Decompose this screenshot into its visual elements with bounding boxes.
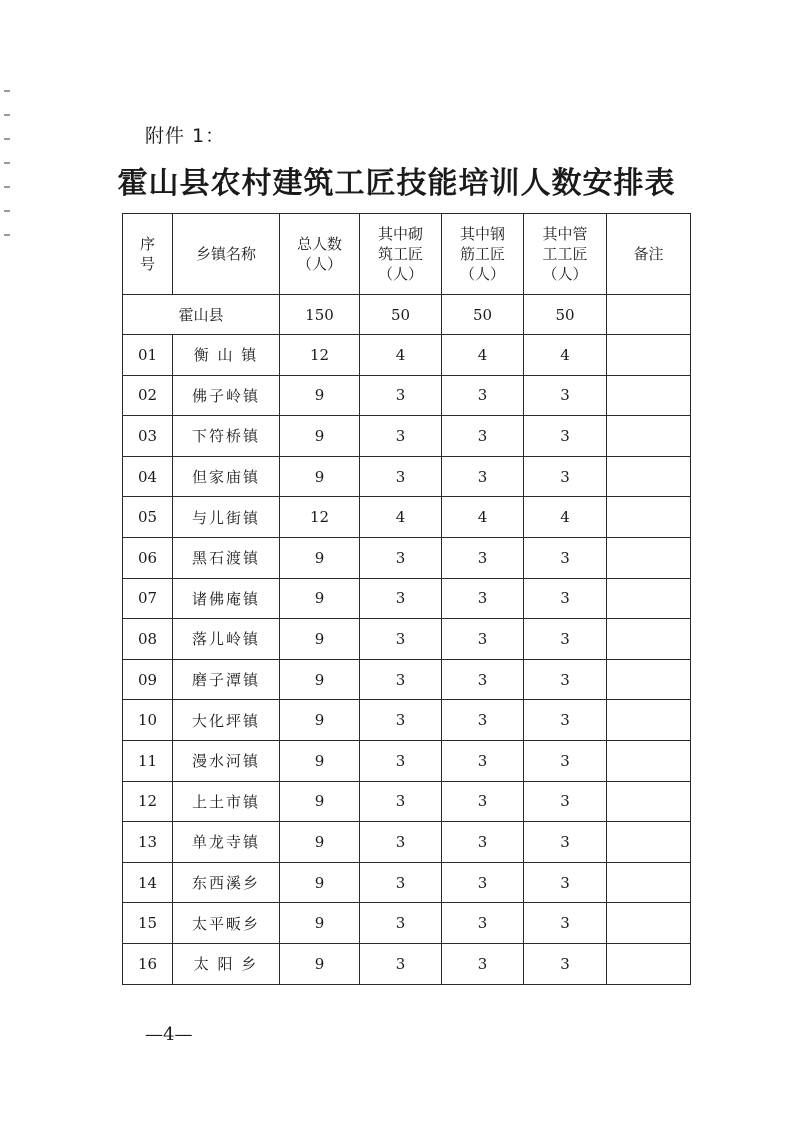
training-table [122, 213, 691, 985]
row-pipe: 3 [524, 700, 607, 741]
row-number: 16 [123, 943, 173, 984]
total-note [607, 295, 691, 335]
row-masonry: 3 [360, 375, 442, 416]
header-line: 备注 [633, 245, 664, 263]
row-pipe: 3 [524, 537, 607, 578]
row-pipe: 4 [524, 497, 607, 538]
row-total: 12 [280, 497, 360, 538]
row-pipe: 3 [524, 781, 607, 822]
row-note [607, 943, 691, 984]
row-masonry: 3 [360, 903, 442, 944]
row-number: 13 [123, 822, 173, 863]
row-masonry: 3 [360, 659, 442, 700]
header-seq [123, 214, 173, 295]
town-name: 但家庙镇 [173, 456, 280, 497]
row-note [607, 619, 691, 660]
header-total [280, 214, 360, 295]
row-note [607, 537, 691, 578]
row-pipe: 3 [524, 375, 607, 416]
table-row [123, 537, 691, 578]
row-total: 9 [280, 943, 360, 984]
row-total: 9 [280, 822, 360, 863]
table-row [123, 375, 691, 416]
row-note [607, 822, 691, 863]
row-masonry: 3 [360, 578, 442, 619]
header-line: 号 [139, 255, 155, 273]
row-pipe: 3 [524, 822, 607, 863]
row-rebar: 3 [442, 456, 524, 497]
row-rebar: 3 [442, 781, 524, 822]
town-name: 黑石渡镇 [173, 537, 280, 578]
header-town-name [173, 214, 280, 295]
town-name: 与儿街镇 [173, 497, 280, 538]
row-pipe: 3 [524, 903, 607, 944]
table-row [123, 659, 691, 700]
total-rebar: 50 [442, 295, 524, 335]
row-rebar: 4 [442, 335, 524, 376]
row-masonry: 3 [360, 822, 442, 863]
row-pipe: 3 [524, 416, 607, 457]
town-name: 太平畈乡 [173, 903, 280, 944]
row-pipe: 4 [524, 335, 607, 376]
header-line: （人） [377, 265, 423, 283]
row-note [607, 862, 691, 903]
town-name: 东西溪乡 [173, 862, 280, 903]
table-row [123, 781, 691, 822]
town-name: 漫水河镇 [173, 740, 280, 781]
row-rebar: 3 [442, 822, 524, 863]
row-pipe: 3 [524, 740, 607, 781]
row-note [607, 781, 691, 822]
table-row [123, 416, 691, 457]
header-note [607, 214, 691, 295]
header-line: 乡镇名称 [195, 245, 256, 263]
row-rebar: 3 [442, 578, 524, 619]
attachment-label: 附件 1： [145, 125, 226, 147]
row-total: 9 [280, 456, 360, 497]
row-masonry: 4 [360, 497, 442, 538]
row-total: 9 [280, 578, 360, 619]
row-total: 9 [280, 659, 360, 700]
table-row [123, 497, 691, 538]
row-rebar: 3 [442, 416, 524, 457]
row-total: 9 [280, 375, 360, 416]
row-total: 9 [280, 700, 360, 741]
row-masonry: 4 [360, 335, 442, 376]
header-line: 其中管 [542, 225, 588, 243]
header-line: 工工匠 [542, 245, 588, 263]
table-row [123, 456, 691, 497]
table-row [123, 903, 691, 944]
town-name: 磨子潭镇 [173, 659, 280, 700]
row-pipe: 3 [524, 659, 607, 700]
row-rebar: 3 [442, 700, 524, 741]
header-line: 总人数 [296, 235, 342, 253]
row-number: 15 [123, 903, 173, 944]
row-note [607, 375, 691, 416]
row-masonry: 3 [360, 416, 442, 457]
header-line: 序 [139, 235, 155, 253]
row-pipe: 3 [524, 943, 607, 984]
table-row [123, 578, 691, 619]
row-total: 9 [280, 781, 360, 822]
header-masonry [360, 214, 442, 295]
row-pipe: 3 [524, 456, 607, 497]
row-total: 9 [280, 537, 360, 578]
header-rebar [442, 214, 524, 295]
row-note [607, 497, 691, 538]
table-row [123, 822, 691, 863]
row-note [607, 578, 691, 619]
row-number: 10 [123, 700, 173, 741]
row-note [607, 659, 691, 700]
row-number: 01 [123, 335, 173, 376]
row-total: 9 [280, 619, 360, 660]
row-masonry: 3 [360, 943, 442, 984]
table-row [123, 862, 691, 903]
header-line: 其中钢 [459, 225, 505, 243]
row-note [607, 740, 691, 781]
total-pipe: 50 [524, 295, 607, 335]
table-row [123, 740, 691, 781]
row-rebar: 3 [442, 537, 524, 578]
table-header-row [123, 214, 691, 295]
town-name: 诸佛庵镇 [173, 578, 280, 619]
row-total: 9 [280, 862, 360, 903]
header-line: （人） [542, 265, 588, 283]
row-total: 9 [280, 903, 360, 944]
row-rebar: 3 [442, 903, 524, 944]
table-row [123, 335, 691, 376]
row-rebar: 4 [442, 497, 524, 538]
town-name: 上土市镇 [173, 781, 280, 822]
row-masonry: 3 [360, 740, 442, 781]
total-label: 霍山县 [123, 295, 280, 335]
row-masonry: 3 [360, 781, 442, 822]
table-row [123, 619, 691, 660]
row-rebar: 3 [442, 619, 524, 660]
town-name: 太 阳 乡 [173, 943, 280, 984]
row-note [607, 416, 691, 457]
header-pipe [524, 214, 607, 295]
row-rebar: 3 [442, 659, 524, 700]
town-name: 下符桥镇 [173, 416, 280, 457]
row-pipe: 3 [524, 862, 607, 903]
row-number: 07 [123, 578, 173, 619]
row-number: 09 [123, 659, 173, 700]
row-masonry: 3 [360, 537, 442, 578]
row-rebar: 3 [442, 375, 524, 416]
town-name: 落儿岭镇 [173, 619, 280, 660]
header-line: 其中砌 [377, 225, 423, 243]
header-line: 筑工匠 [377, 245, 423, 263]
row-masonry: 3 [360, 619, 442, 660]
row-number: 14 [123, 862, 173, 903]
header-line: （人） [459, 265, 505, 283]
row-rebar: 3 [442, 862, 524, 903]
town-name: 单龙寺镇 [173, 822, 280, 863]
row-pipe: 3 [524, 578, 607, 619]
row-note [607, 456, 691, 497]
row-note [607, 903, 691, 944]
row-number: 06 [123, 537, 173, 578]
town-name: 大化坪镇 [173, 700, 280, 741]
row-note [607, 700, 691, 741]
row-total: 9 [280, 740, 360, 781]
row-number: 03 [123, 416, 173, 457]
row-rebar: 3 [442, 943, 524, 984]
row-masonry: 3 [360, 862, 442, 903]
row-note [607, 335, 691, 376]
town-name: 佛子岭镇 [173, 375, 280, 416]
page-title: 霍山县农村建筑工匠技能培训人数安排表 [117, 166, 676, 201]
row-masonry: 3 [360, 456, 442, 497]
header-line: （人） [296, 255, 342, 273]
table-row [123, 700, 691, 741]
row-number: 04 [123, 456, 173, 497]
row-number: 11 [123, 740, 173, 781]
page-number: —4— [145, 1024, 193, 1045]
total-masonry: 50 [360, 295, 442, 335]
row-pipe: 3 [524, 619, 607, 660]
row-rebar: 3 [442, 740, 524, 781]
row-number: 12 [123, 781, 173, 822]
row-number: 08 [123, 619, 173, 660]
header-line: 筋工匠 [459, 245, 505, 263]
total-count: 150 [280, 295, 360, 335]
row-masonry: 3 [360, 700, 442, 741]
row-number: 05 [123, 497, 173, 538]
town-name: 衡 山 镇 [173, 335, 280, 376]
total-row [123, 295, 691, 335]
table-row [123, 943, 691, 984]
row-total: 9 [280, 416, 360, 457]
row-number: 02 [123, 375, 173, 416]
row-total: 12 [280, 335, 360, 376]
